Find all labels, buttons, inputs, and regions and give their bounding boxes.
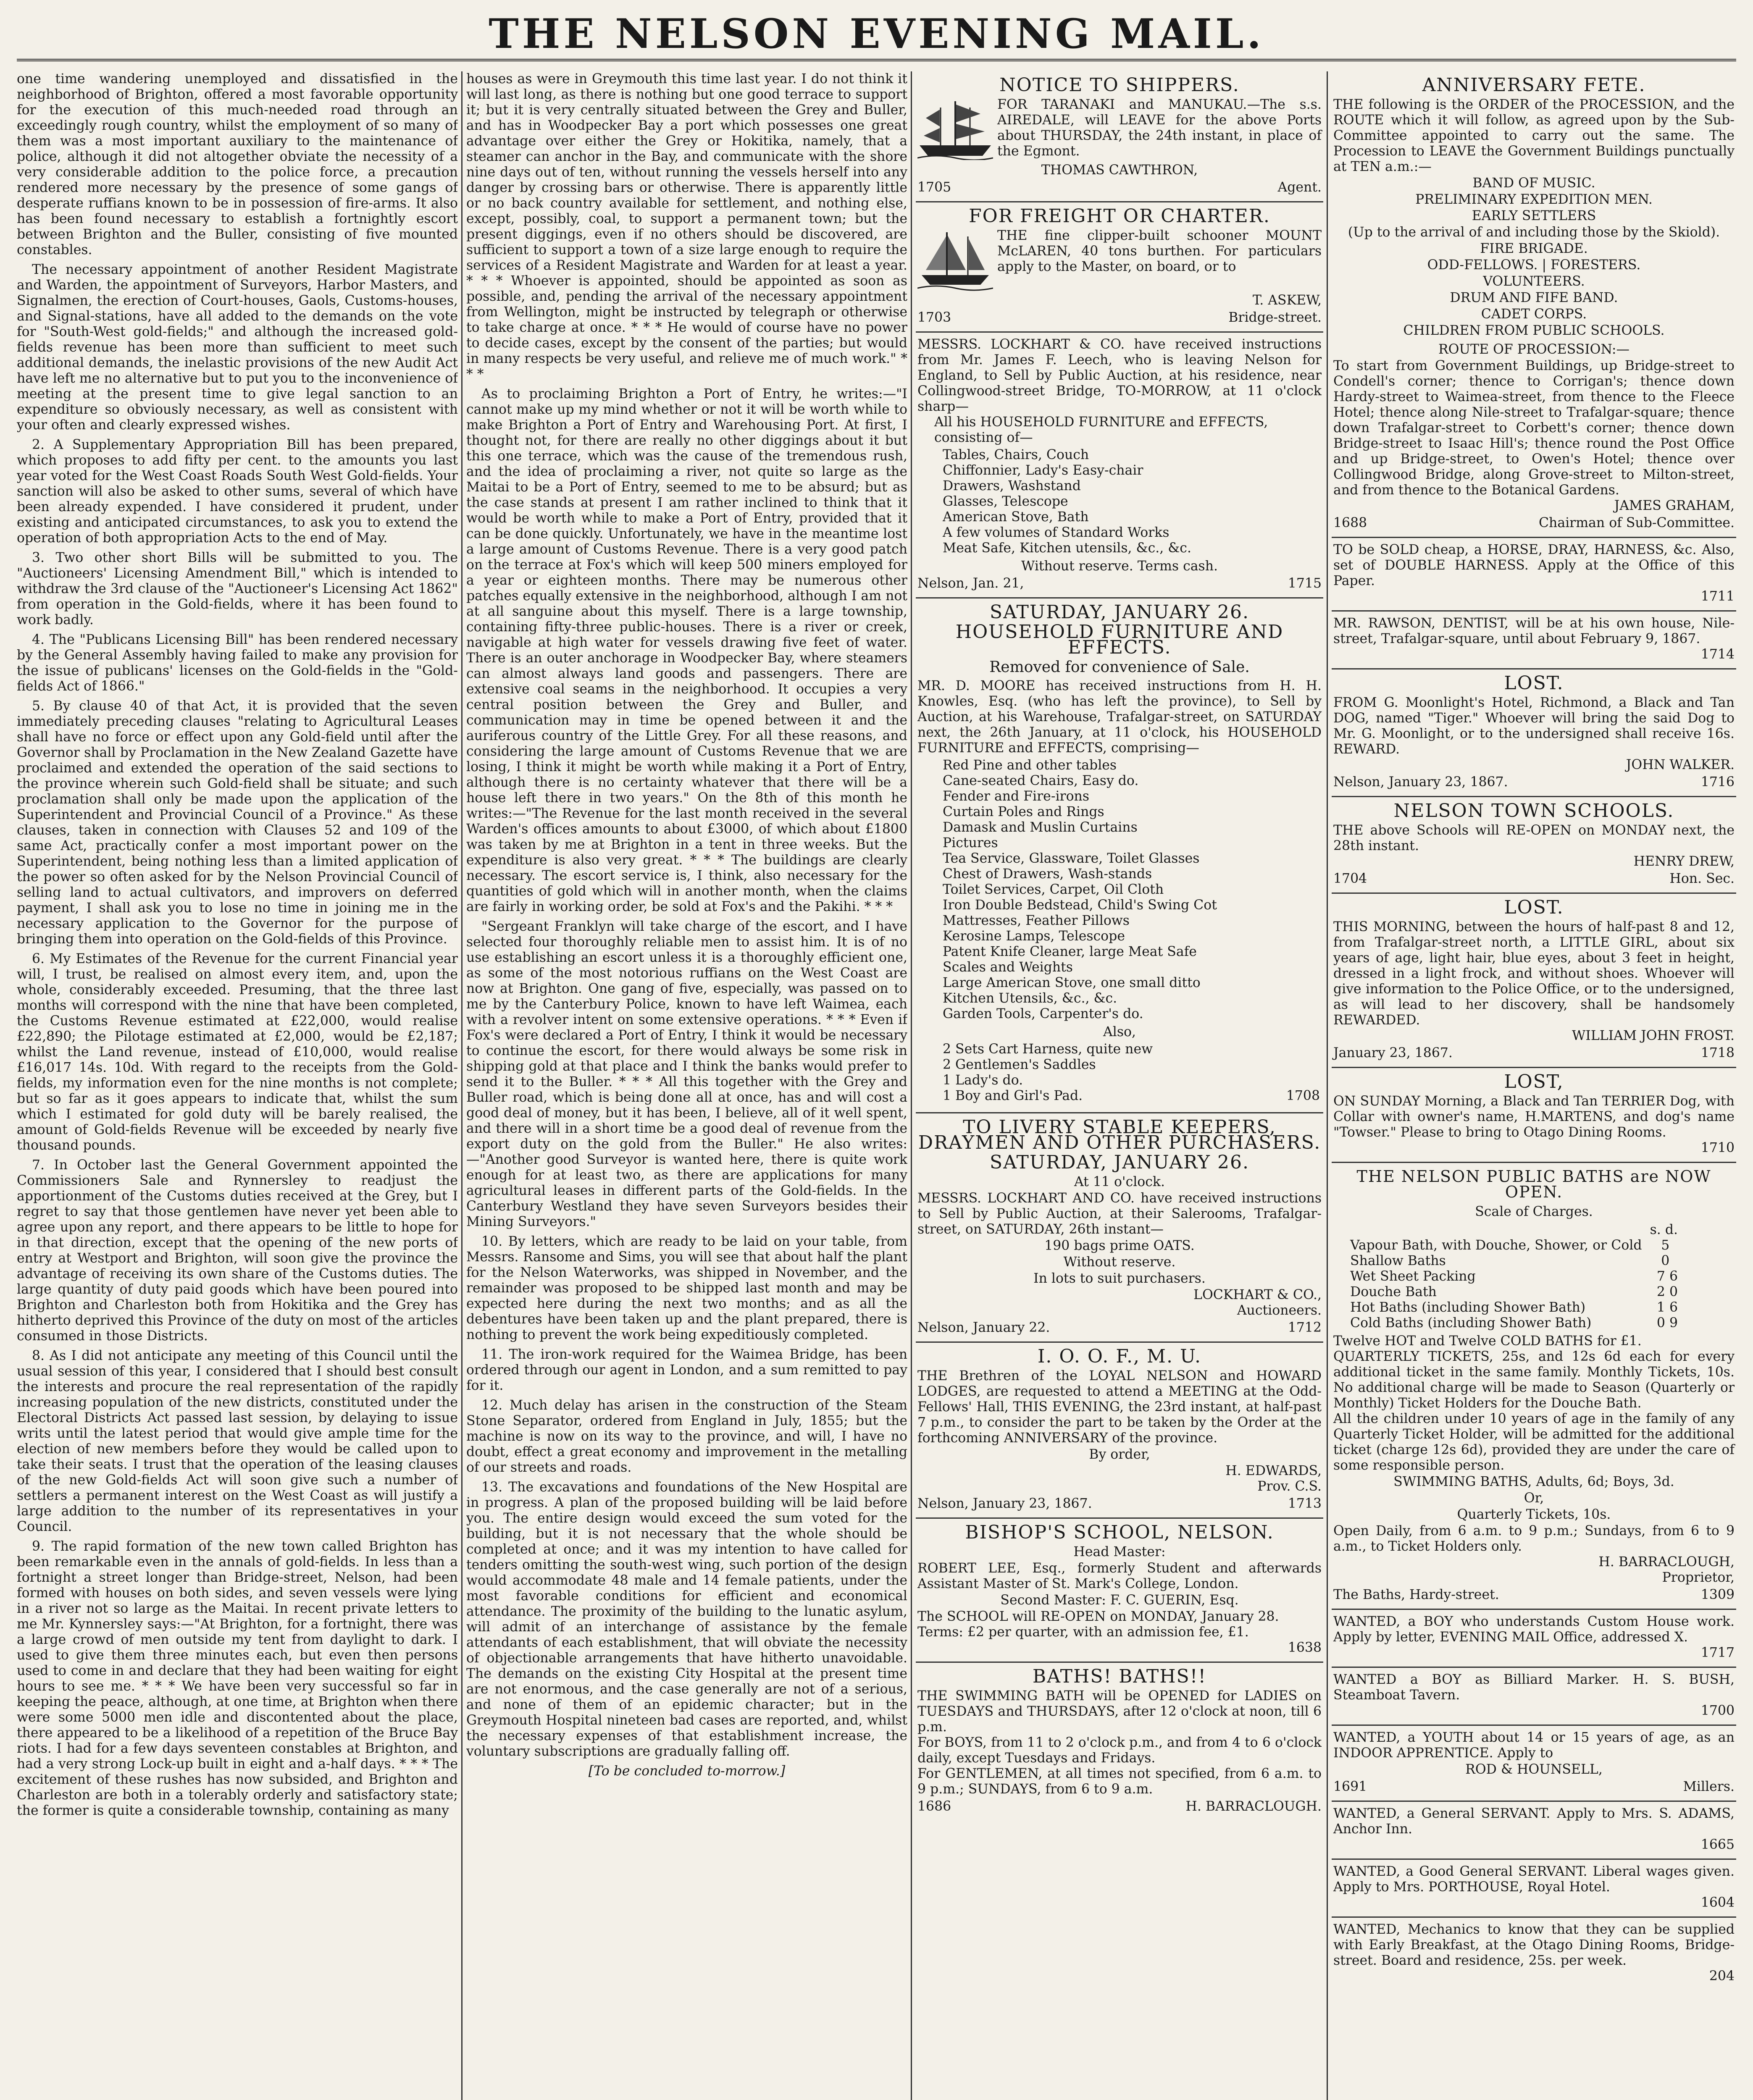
rate-label: Hot Baths (including Shower Bath) [1350,1300,1586,1315]
ad-title: I. O. O. F., M. U. [1038,1346,1201,1367]
ad-reserve: Without reserve. [1063,1255,1176,1270]
ad-footer [917,1320,1322,1336]
wanted-ad [1332,1668,1736,1726]
article-paragraph: 6. My Estimates of the Revenue for the current Financial year will, I trust, be realised on almost every item, and, upon the whole, considerably exceeded. Presuming, that the three last months will correspond with the nine that have been completed, the Customs Revenue estimated at £22,000, would realise £22,890; the Pilotage estimated at £2,000, would be £2,187; whilst the Land revenue, instead of £10,000, would realise £16,017 14s. 10d. With regard to the receipts from the Gold-fields, my information even for the nine months is not complete; but so far as it goes appears to indicate that, whilst the sum which I estimated for gold duty will be barely realised, the amount of Gold-fields Revenue will be exceeded by nearly five thousand pounds. [17,951,458,1153]
ad-body: WANTED, a BOY who understands Custom House work. Apply by letter, EVENING MAIL Office, addressed X. [1333,1614,1735,1645]
ad-body: WANTED, Mechanics to know that they can be supplied with Early Breakfast, at the Otago Dining Rooms, Bridge-street. Board and residence, 25s. per week. [1333,1922,1735,1968]
ad-place: The Baths, Hardy-street. [1333,1587,1499,1602]
ad-reference: 1704 [1333,871,1367,886]
ad-date: Nelson, January 23, 1867. [1333,774,1508,790]
procession-item: CADET CORPS. [1481,307,1587,322]
article-paragraph: 11. The iron-work required for the Waimea Bridge, has been ordered through our agent in London, and a sum remitted to pay for it. [466,1347,907,1393]
bishops-school-ad [916,1519,1323,1663]
rates-unit: s. d. [1650,1222,1678,1237]
ad-reference: 1686 [917,1799,951,1814]
ad-body: THE following is the ORDER of the PROCESSION, and the ROUTE which it will follow, as agreed upon by the Sub-Committee appointed to carry out the same. The Procession to LEAVE the Government Buildings punctually at TEN a.m.:— [1333,97,1735,174]
article-paragraph: 9. The rapid formation of the new town called Brighton has been remarkable even in the annals of gold-fields. In less than a fortnight a street longer than Bridge-street, Nelson, had been formed with houses on both sides, and seven vessels were lying in a river not so large as the Maitai. In recent private letters to me Mr. Kynnersley says:—"At Brighton, for a fortnight, there was a large crowd of men outside my tent from daylight to dark. I used to give them three minutes each, but even then persons used to come in and declare that they had been waiting for eight hours to see me. * * * We have been very successful so far in keeping the peace, although, at one time, at Brighton when there were some 5000 men idle and discontented about the place, there appeared to be a likelihood of a repetition of the Bruce Bay riots. I had for a few days seventeen constables at Brighton, and had a very strong Lock-up built in eight and a-half days. * * * The excitement of these rushes has now subsided, and Brighton and Charleston are both in a tolerably orderly and satisfactory state; the former is quite a considerable township, containing as many [17,1539,458,1818]
article-paragraph: 3. Two other short Bills will be submitted to you. The "Auctioneers' Licensing Amendment Bill," which is intended to withdraw the 3rd clause of the "Auctioneer's Licensing Act 1862" from operation in the Gold-fields, where it has been found to work badly. [17,550,458,627]
list-item: Fender and Fire-irons [943,789,1090,804]
ad-also: Also, [1103,1024,1136,1040]
horse-sale-ad [1332,538,1736,612]
ad-boys-hours: For BOYS, from 11 to 2 o'clock p.m., and from 4 to 6 o'clock daily, except Tuesdays and Fridays. [917,1735,1322,1766]
ad-body: WANTED, a YOUTH about 14 or 15 years of age, as an INDOOR APPRENTICE. Apply to [1333,1730,1735,1761]
article-paragraph: 7. In October last the General Government appointed the Commissioners Sale and Rynnersley to readjust the apportionment of the Customs duties received at the Grey, but I regret to say that those gentlemen have never yet been able to agree upon any report, and there appears to be little to hope for in that direction, except that the opening of the new ports of entry at Westport and Brighton, will soon give the province the advantage of receiving its own share of the Customs duties. The large quantity of duty paid goods which have been poured into Brighton and Charleston both from Hokitika and the Grey has hitherto deprived this Province of the duty on most of the articles consumed in those Districts. [17,1158,458,1344]
procession-item: (Up to the arrival of and including those by the Skiold). [1348,225,1720,240]
table-row [1350,1238,1678,1269]
ad-gents-hours: For GENTLEMEN, at all times not specified, from 6 a.m. to 9 p.m.; SUNDAYS, from 6 to 9 a.m. [917,1766,1322,1797]
ad-signer: LOCKHART & CO., [1193,1287,1322,1302]
procession-item: BAND OF MUSIC. [1472,176,1595,191]
ad-place: Bridge-street. [1228,310,1322,325]
ad-body: FOR TARANAKI and MANUKAU.—The s.s. AIREDALE, will LEAVE for the above Ports about THURSDAY, the 24th instant, in place of the Egmont. [997,97,1322,159]
procession-item: PRELIMINARY EXPEDITION MEN. [1415,192,1653,207]
ad-date: Nelson, Jan. 21, [917,576,1024,591]
ad-body: WANTED, a Good General SERVANT. Liberal wages given. Apply to Mrs. PORTHOUSE, Royal Hotel. [1333,1864,1735,1895]
rate-price: 1 6 [1656,1300,1678,1315]
item-list [943,447,1322,556]
swimming-baths-ad [916,1663,1323,1820]
rates-table [1350,1222,1735,1331]
ad-title: BATHS! BATHS!! [1032,1666,1207,1687]
dentist-ad [1332,612,1736,669]
list-item: 2 Sets Cart Harness, quite new [943,1042,1153,1057]
ad-title: LOST, [1504,1071,1564,1092]
ad-body: THE Brethren of the LOYAL NELSON and HOWARD LODGES, are requested to attend a MEETING at the Odd-Fellows' Hall, THIS EVENING, the 23rd instant, at half-past 7 p.m., to consider the part to be taken by the Order at the forthcoming ANNIVERSARY of the province. [917,1368,1322,1446]
ad-role: Auctioneers. [1237,1303,1322,1318]
rates-header [1350,1222,1678,1238]
list-item: Mattresses, Feather Pillows [943,913,1130,928]
ad-body: THE SWIMMING BATH will be OPENED for LADIES on TUESDAYS and THURSDAYS, after 12 o'clock at noon, till 6 p.m. [917,1688,1322,1735]
ad-children: All the children under 10 years of age in the family of any Quarterly Ticket Holder, will be admitted for the additional ticket (charge 12s 6d), provided they are under the care of some responsible person. [1333,1411,1735,1473]
ad-role: Chairman of Sub-Committee. [1538,515,1735,530]
ad-by-order: By order, [1089,1447,1150,1462]
ad-swimming: SWIMMING BATHS, Adults, 6d; Boys, 3d. [1393,1474,1674,1489]
ad-reference: 1715 [1288,576,1322,591]
rate-price: 5 0 [1661,1238,1670,1268]
ad-body: MR. RAWSON, DENTIST, will be at his own house, Nile-street, Trafalgar-square, until about February 9, 1867. [1333,616,1735,646]
procession-item: DRUM AND FIFE BAND. [1450,290,1618,305]
item-list [943,1042,1322,1104]
list-item: Kitchen Utensils, &c., &c. [943,991,1117,1006]
ad-footer [917,180,1322,195]
list-item: A few volumes of Standard Works [943,525,1170,540]
ad-date: Nelson, January 22. [917,1320,1050,1335]
ad-footer [1333,774,1735,790]
ad-head-master: ROBERT LEE, Esq., formerly Student and afterwards Assistant Master of St. Mark's College, London. [917,1561,1322,1591]
column-rule [1327,71,1328,2100]
lost-child-ad [1332,894,1736,1068]
list-item: Patent Knife Cleaner, large Meat Safe [943,944,1197,959]
ad-footer [917,576,1322,591]
ad-reference: 1710 [1700,1140,1735,1155]
ad-footer [1333,1779,1735,1795]
ad-date-title: SATURDAY, JANUARY 26. [990,601,1249,623]
oddfellows-notice [916,1343,1323,1519]
article-paragraph: 4. The "Publicans Licensing Bill" has been rendered necessary by the General Assembly having failed to make any provision for the issue of publicans' licenses on the Gold-fields in the "Gold-fields Act of 1866." [17,632,458,694]
masthead [17,9,1736,61]
ad-reference: 1665 [1700,1837,1735,1852]
moore-furniture-ad [916,598,1323,1113]
advert-column-3 [916,71,1323,2100]
ad-footer [1333,1587,1735,1603]
ad-title: FOR FREIGHT OR CHARTER. [969,205,1270,227]
wanted-ad [1332,1802,1736,1860]
ad-reference: 1638 [1288,1640,1322,1655]
ad-footer [917,1496,1322,1512]
ad-signer: T. ASKEW, [1252,293,1322,308]
ad-signer: HENRY DREW, [1633,854,1735,869]
ad-or: Or, [1524,1491,1544,1506]
ad-lots: In lots to suit purchasers. [1033,1271,1206,1286]
ad-reference: 1717 [1700,1645,1735,1660]
list-item: Pictures [943,835,998,850]
ad-date: January 23, 1867. [1333,1045,1453,1060]
list-item: Tables, Chairs, Couch [943,447,1089,462]
newspaper-title: THE NELSON EVENING MAIL. [489,10,1264,58]
table-row [1350,1300,1678,1315]
ad-opening-hours: Open Daily, from 6 a.m. to 9 p.m.; Sundays, from 6 to 9 a.m., to Ticket Holders only. [1333,1523,1735,1554]
list-item: Drawers, Washstand [943,478,1081,494]
ad-title: ANNIVERSARY FETE. [1422,74,1646,96]
ad-terms: Without reserve. Terms cash. [1021,559,1218,574]
ad-reference: 1309 [1700,1587,1735,1602]
list-item: Large American Stove, one small ditto [943,975,1201,990]
article-paragraph: "Sergeant Franklyn will take charge of the escort, and I have selected four thoroughly reliable men to assist him. It is of no use establishing an escort unless it is a thoroughly efficient one, as some of the most notorious ruffians on the West Coast are now at Brighton. One gang of five, especially, was passed on to me by the Canterbury Police, known to have left Waimea, each with a revolver intent on some extensive operations. * * * Even if Fox's were declared a Port of Entry, I think it would be necessary to continue the escort, for there would always be some risk in shipping gold at that place and I think the banks would prefer to send it to the Buller. * * * All this together with the Grey and Buller road, which is being done all at once, has and will cost a good deal of money, but it has been, I believe, all of it well spent, and there will in a short time be a good deal of revenue from the export duty on the gold from the Buller." He also writes:—"Another good Surveyor is wanted here, there is quite work enough for at least two, as there are applications for many agricultural leases in different parts of the Gold-fields. In the Canterbury Westland they have seven Surveyors besides their Mining Surveyors." [466,919,907,1229]
table-row [1350,1315,1678,1331]
procession-item: VOLUNTEERS. [1483,274,1585,289]
ad-footer [1333,515,1735,531]
ad-signer: WILLIAM JOHN FROST. [1572,1028,1735,1043]
list-item-text: 1 Boy and Girl's Pad. [943,1088,1083,1103]
rate-price: 0 9 [1656,1315,1678,1331]
article-paragraph: The necessary appointment of another Resident Magistrate and Warden, the appointment of Surveyors, Harbor Masters, and Signalmen, the erection of Court-houses, Gaols, Customs-houses, and Signal-stations, have all added to the demands on the vote for "South-West gold-fields;" and although the increased gold-fields revenue has been more than sufficient to meet such additional demands, the inelastic provisions of the new Audit Act have left me no alternative but to put you to the inconvenience of meeting at the present time to give legal sanction to an expenditure so obviously necessary, as well as consistent with your often and clearly expressed wishes. [17,262,458,433]
ad-body: The SCHOOL will RE-OPEN on MONDAY, January 28. [917,1609,1279,1624]
ad-reference: 1705 [917,180,951,195]
lost-terrier-ad [1332,1068,1736,1163]
ad-terms: Terms: £2 per quarter, with an admission fee, £1. [917,1625,1249,1640]
article-paragraph: houses as were in Greymouth this time last year. I do not think it will last long, as there is nothing but one good terrace to support it; but it is very centrally situated between the Grey and Buller, and has in Woodpecker Bay a port which possesses one great advantage over either the Grey or Hokitika, namely, that a steamer can anchor in the Bay, and communicate with the shore nine days out of ten, without running the vessels herself into any danger by crossing bars or otherwise. There is apparently little or no back country available for settlement, and nothing else, except, possibly, coal, to support a permanent town; but the present diggings, even if no others should be discovered, are sufficient to support a town of a size large enough to require the services of a Resident Magistrate and Warden for at least a year. * * * Whoever is appointed, should be appointed as soon as possible, and, pending the arrival of the necessary appointment from Wellington, might be instructed by telegraph or otherwise to take charge at once. * * * He would of course have no power to decide cases, except by the consent of the parties; but would in many respects be very useful, and relieve me of much work." * * * [466,71,907,382]
ad-role: Agent. [1277,180,1322,195]
list-item: Garden Tools, Carpenter's do. [943,1006,1143,1021]
schooner-icon [917,228,993,291]
ad-reference: 1700 [1700,1703,1735,1718]
ad-lead: All his HOUSEHOLD FURNITURE and EFFECTS, consisting of— [934,415,1268,445]
list-item: American Stove, Bath [943,509,1089,525]
ad-footer [917,310,1322,326]
rate-label: Vapour Bath, with Douche, Shower, or Cold Shallow Baths [1350,1238,1642,1268]
article-paragraph: 13. The excavations and foundations of the New Hospital are in progress. A plan of the proposed building will be laid before you. The entire design would exceed the sum voted for the building, but it is not necessary that the whole should be completed at once; and it was my intention to have called for tenders omitting the south-west wing, such portion of the design would accommodate 48 male and 14 female patients, under the most favorable conditions for efficient and economical attendance. The proximity of the building to the lunatic asylum, will admit of an interchange of assistance by the female attendants of each establishment, that will obviate the necessity of objectionable arrangements that have hitherto unavoidable. The demands on the existing City Hospital at the present time are not enormous, and the case generally are not of a serious, and none of them of an epidemic character; but in the Greymouth Hospital nineteen bad cases are reported, and, whilst the necessary expenses of that establishment increase, the voluntary subscriptions are gradually falling off. [466,1480,907,1759]
ad-body: THE above Schools will RE-OPEN on MONDAY next, the 28th instant. [1333,823,1735,853]
livery-stable-ad [916,1113,1323,1343]
ad-footer [1333,1045,1735,1061]
list-item: Cane-seated Chairs, Easy do. [943,773,1139,788]
ad-body: THE fine clipper-built schooner MOUNT McLAREN, 40 tons burthen. For particulars apply to the Master, on board, or to [997,228,1322,274]
article-column-1 [17,71,458,2100]
ad-lot: 190 bags prime OATS. [1044,1238,1195,1253]
scale-label: Scale of Charges. [1475,1204,1593,1219]
ad-title: THE NELSON PUBLIC BATHS are NOW OPEN. [1356,1167,1711,1201]
procession-item: EARLY SETTLERS [1472,208,1596,223]
rate-label: Douche Bath [1350,1284,1437,1299]
list-item: Iron Double Bedstead, Child's Swing Cot [943,898,1217,913]
ad-body: MESSRS. LOCKHART AND CO. have received instructions to Sell by Public Auction, at their Salerooms, Trafalgar-street, on SATURDAY, 26th instant— [917,1191,1322,1237]
freight-charter-ad [916,202,1323,333]
ad-reference: 204 [1709,1969,1735,1984]
ad-footer [917,1799,1322,1814]
ad-reference: 1691 [1333,1779,1367,1794]
ad-title: LOST. [1504,672,1564,694]
ad-subtitle: Removed for convenience of Sale. [989,659,1250,676]
ad-reference: 1718 [1700,1045,1735,1060]
ad-title: LOST. [1504,897,1564,918]
ad-signer: H. EDWARDS, [1225,1463,1322,1478]
list-item: 2 Gentlemen's Saddles [943,1057,1096,1072]
list-item: Glasses, Telescope [943,494,1068,509]
ad-title: HOUSEHOLD FURNITURE AND EFFECTS. [955,621,1284,658]
list-item: Curtain Poles and Rings [943,804,1104,819]
article-paragraph: 10. By letters, which are ready to be laid on your table, from Messrs. Ransome and Sims, you will see that about half the plant for the Nelson Waterworks, was shipped in November, and the remainder was proposed to be shipped last month and may be expected here during the next two months; and as all the debentures have been taken up and the plant prepared, there is nothing to prevent the work being expeditiously completed. [466,1234,907,1342]
article-paragraph: one time wandering unemployed and dissatisfied in the neighborhood of Brighton, offered a most favorable opportunity for the execution of this much-needed road through an exceedingly rough country, whilst the employment of so many of them was a most important auxiliary to the maintenance of police, although it did not altogether obviate the necessity of a very considerable addition to the police force, a precaution rendered more necessary by the presence of some gangs of desperate ruffians known to be in possession of fire-arms. It also has been found necessary to establish a fortnightly escort between Brighton and the Buller, consisting of five mounted constables. [17,71,458,257]
ad-body: WANTED, a General SERVANT. Apply to Mrs. S. ADAMS, Anchor Inn. [1333,1806,1735,1837]
ad-reference: 1688 [1333,515,1367,530]
ad-quarterly: QUARTERLY TICKETS, 25s, and 12s 6d each for every additional ticket in the same family. Monthly Tickets, 10s. No additional charge will be made to Season (Quarterly or Monthly) Ticket Holders for the Douche Bath. [1333,1349,1735,1411]
advert-column-4 [1332,71,1736,2100]
route-label: ROUTE OF PROCESSION:— [1438,342,1630,357]
list-item: Tea Service, Glassware, Toilet Glasses [943,851,1200,866]
ad-title: BISHOP'S SCHOOL, NELSON. [965,1522,1274,1543]
list-item: Chest of Drawers, Wash-stands [943,866,1152,882]
column-rule [461,71,463,2100]
item-list [943,758,1322,1022]
list-item: Red Pine and other tables [943,758,1117,773]
shippers-notice [916,71,1323,202]
ad-title: NELSON TOWN SCHOOLS. [1393,800,1674,822]
ad-signer: ROD & HOUNSELL, [1465,1762,1603,1777]
ad-body: FROM G. Moonlight's Hotel, Richmond, a Black and Tan DOG, named "Tiger." Whoever will bring the said Dog to Mr. G. Moonlight, or to the undersigned shall receive 16s. REWARD. [1333,695,1735,757]
ad-title: NOTICE TO SHIPPERS. [999,74,1240,96]
table-row [1350,1269,1678,1284]
procession-item: ODD-FELLOWS. | FORESTERS. [1427,257,1641,273]
ad-footer [1333,871,1735,887]
ad-reference: 1714 [1700,647,1735,662]
ad-body: MR. D. MOORE has received instructions from H. H. Knowles, Esq. (who has left the province), to Sell by Auction, at his Warehouse, Trafalgar-street, on SATURDAY next, the 26th January, at 11 o'clock, his HOUSEHOLD FURNITURE and EFFECTS, comprising— [917,678,1322,756]
route-description: To start from Government Buildings, up Bridge-street to Condell's corner; thence to Corrigan's; thence down Hardy-street to Waimea-street, from thence to the Fleece Hotel; thence along Nile-street to Trafalgar-square; thence down Trafalgar-street to Corbett's corner; thence down Bridge-street to Isaac Hill's; thence round the Post Office and up Bridge-street, to Owen's Hotel; thence over Collingwood Bridge, along Grove-street to Milton-street, and from thence to the Botanical Gardens. [1333,358,1735,498]
ad-reference: 1604 [1700,1895,1735,1910]
list-item: Scales and Weights [943,960,1073,975]
ad-reference: 1711 [1700,589,1735,604]
ad-date-title: SATURDAY, JANUARY 26. [990,1152,1249,1173]
anniversary-fete-notice [1332,71,1736,538]
ad-quarterly-tickets: Quarterly Tickets, 10s. [1457,1507,1611,1522]
wanted-ad [1332,1860,1736,1918]
column-rule [911,71,912,2100]
procession-item: CHILDREN FROM PUBLIC SCHOOLS. [1403,323,1665,338]
ad-signer: H. BARRACLOUGH. [1185,1799,1322,1814]
rate-label: Cold Baths (including Shower Bath) [1350,1315,1592,1331]
ad-body: THIS MORNING, between the hours of half-past 8 and 12, from Trafalgar-street north, a LITTLE GIRL, about six years of age, light hair, blue eyes, about 3 feet in height, dressed in a light frock, and without shoes. Whoever will give information to the Police Office, or to the undersigned, as will lead to her discovery, shall be handsomely REWARDED. [1333,919,1735,1028]
ad-reference: 1708 [1286,1088,1320,1103]
ad-reference: 1716 [1700,774,1735,790]
ad-role: Millers. [1683,1779,1735,1794]
rate-price: 7 6 [1656,1269,1678,1284]
list-item: Kerosine Lamps, Telescope [943,929,1125,944]
rate-label: Wet Sheet Packing [1350,1269,1476,1284]
lost-dog-ad [1332,669,1736,797]
list-item: 1 Lady's do. [943,1073,1023,1088]
ad-reference: 1713 [1288,1496,1322,1511]
ad-signer: THOMAS CAWTHRON, [1041,163,1198,178]
continuation-note: [To be concluded to-morrow.] [588,1764,786,1779]
wanted-ad [1332,1726,1736,1802]
procession-item: FIRE BRIGADE. [1480,241,1588,256]
ad-twelve-baths: Twelve HOT and Twelve COLD BATHS for £1. [1333,1334,1642,1349]
list-item: Meat Safe, Kitchen utensils, &c., &c. [943,541,1191,556]
list-item: Toilet Services, Carpet, Oil Cloth [943,882,1164,897]
list-item: Chiffonnier, Lady's Easy-chair [943,463,1143,478]
ad-time: At 11 o'clock. [1074,1174,1165,1189]
ad-signer: JAMES GRAHAM, [1614,498,1735,513]
table-row [1350,1284,1678,1300]
ad-second-master: Second Master: F. C. GUERIN, Esq. [1000,1593,1239,1608]
article-paragraph: As to proclaiming Brighton a Port of Entry, he writes:—"I cannot make up my mind whether or not it will be worth while to make Brighton a Port of Entry and Warehousing Port. At first, I thought not, for there are really no other diggings about it but this one terrace, which was the cause of the tremendous rush, and the idea of proclaiming a river, not quite so large as the Maitai to be a Port of Entry, seemed to me to be absurd; but as the case stands at present I am rather inclined to think that it would be worth while to make a Port of Entry, provided that it can be done quickly. Unfortunately, we have in the meantime lost a large amount of Customs Revenue. There is a very good patch on the terrace at Fox's which will keep 500 miners employed for a year or eighteen months. There may be numerous other patches equally extensive in the neighborhood, although I am not at all sanguine about this myself. There is a large township, containing fifty-three public-houses. There is a river or creek, navigable at high water for vessels drawing five feet of water. There is an outer anchorage in Woodpecker Bay, where steamers can almost always land goods and passengers. There are extensive coal seams in the neighborhood. It occupies a very central position between the Grey and Buller, and communication may in time be opened between it and the auriferous country of the Little Grey. For all these reasons, and considering the large amount of Customs Revenue that we are losing, I think it might be worth while making it a Port of Entry, although there is no certainty whatever that there will be a house left there in two years." On the 8th of this month he writes:—"The Revenue for the last month received in the several Warden's offices amounts to about £3000, of which about £1800 was taken by me at Brighton in a tent in three weeks. But the expenditure is also very great. * * * The buildings are clearly necessary. The escort service is, I think, also necessary for the quantities of gold which will in another month, when the claims are fairly in working order, be sold at Fox's and the Pakihi. * * * [466,386,907,914]
ad-role: Hon. Sec. [1669,871,1735,886]
sailing-ship-icon [917,97,993,160]
wanted-ad [1332,1610,1736,1668]
lockhart-auction-ad [916,333,1323,598]
article-paragraph: 5. By clause 40 of that Act, it is provided that the seven immediately preceding clauses "relating to Agricultural Leases shall have no force or effect upon any Gold-field until after the Governor shall by Proclamation in the New Zealand Gazette have proclaimed and extended the operation of the said sections to the province wherein such Gold-field shall be situate; and such proclamation shall only be made upon the application of the Superintendent and Provincial Council of a Province." As these clauses, taken in connection with Clauses 52 and 109 of the same Act, practically confer a most important power on the Superintendent, being nothing less than a limited application of the power so often asked for by the Nelson Provincial Council of selling land to actual cultivators, and improvers on deferred payment, I shall ask you to lose no time in joining me in the necessary application to the Governor for the purpose of bringing them into operation on the Gold-fields of this Province. [17,698,458,947]
article-paragraph: 2. A Supplementary Appropriation Bill has been prepared, which proposes to add fifty per cent. to the amounts you last year voted for the West Coast Roads South West Gold-fields. Your sanction will also be asked to other sums, several of which have been already expended. I have considered it prudent, under existing and anticipated circumstances, to ask you to extend the operation of both appropriation Acts to the end of May. [17,437,458,546]
public-baths-ad [1332,1163,1736,1610]
article-column-2 [466,71,907,2100]
ad-head-label: Head Master: [1073,1544,1166,1559]
town-schools-ad [1332,797,1736,894]
ad-body: WANTED a BOY as Billiard Marker. H. S. BUSH, Steamboat Tavern. [1333,1672,1735,1703]
ad-body: MESSRS. LOCKHART & CO. have received instructions from Mr. James F. Leech, who is leaving Nelson for England, to Sell by Public Auction, at his residence, near Collingwood-street Bridge, TO-MORROW, at 11 o'clock sharp— [917,337,1322,414]
ad-signer: JOHN WALKER. [1626,757,1735,772]
ad-role: Prov. C.S. [1257,1479,1322,1494]
ad-body: TO be SOLD cheap, a HORSE, DRAY, HARNESS, &c. Also, set of DOUBLE HARNESS. Apply at the Office of this Paper. [1333,542,1735,588]
ad-title: TO LIVERY STABLE KEEPERS, DRAYMEN AND OTHER PURCHASERS. [918,1116,1321,1153]
article-paragraph: 12. Much delay has arisen in the construction of the Steam Stone Separator, ordered from England in July, 1855; but the machine is now on its way to the province, and will, I have no doubt, effect a great economy and improvement in the metalling of our streets and roads. [466,1398,907,1475]
ad-body: ON SUNDAY Morning, a Black and Tan TERRIER Dog, with Collar with owner's name, H.MARTENS, and dog's name "Towser." Please to bring to Otago Dining Rooms. [1333,1094,1735,1140]
rate-price: 2 0 [1656,1284,1678,1299]
ad-reference: 1703 [917,310,951,325]
list-item [943,1088,1320,1104]
ad-reference: 1712 [1288,1320,1322,1335]
article-paragraph: 8. As I did not anticipate any meeting of this Council until the usual session of this year, I considered that I should best consult the interests and procure the real representation of the rapidly increasing population of the new districts, constituted under the Electoral Districts Act passed last session, by delaying to issue writs until the latest period that would give ample time for the election of new members before they would be called upon to take their seats. I trust that the operation of the leasing clauses of the new Gold-fields Act will soon give such a number of settlers a permanent interest on the West Coast as will justify a large addition to the number of its representatives in your Council. [17,1348,458,1534]
ad-date: Nelson, January 23, 1867. [917,1496,1092,1511]
ad-signer: H. BARRACLOUGH, [1598,1554,1735,1570]
list-item: Damask and Muslin Curtains [943,820,1138,835]
ad-role: Proprietor, [1662,1570,1735,1585]
wanted-ad [1332,1918,1736,1990]
